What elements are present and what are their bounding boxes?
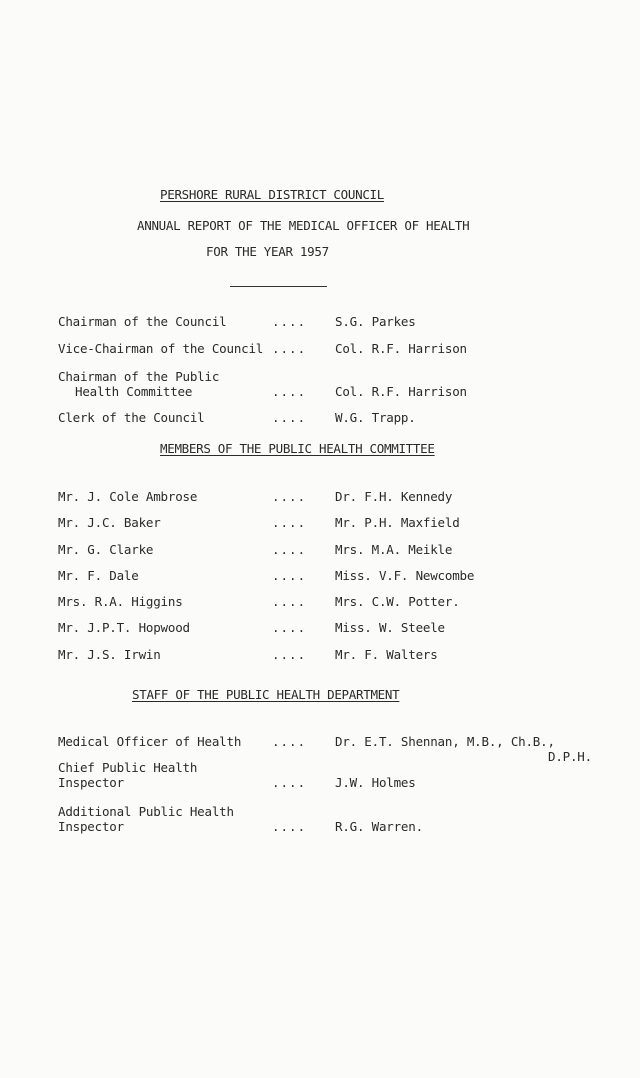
member-right: Mrs. C.W. Potter. (335, 594, 460, 609)
member-left: Mr. J. Cole Ambrose (58, 489, 198, 504)
member-right: Miss. V.F. Newcombe (335, 568, 475, 583)
member-right: Mr. F. Walters (335, 647, 438, 662)
leader-dots: .... (272, 819, 307, 834)
staff-name: Dr. E.T. Shennan, M.B., Ch.B., (335, 734, 555, 749)
officer-role: Clerk of the Council (58, 410, 205, 425)
leader-dots: .... (272, 647, 307, 662)
member-left: Mrs. R.A. Higgins (58, 594, 183, 609)
leader-dots: .... (272, 594, 307, 609)
leader-dots: .... (272, 410, 307, 425)
member-right: Mr. P.H. Maxfield (335, 515, 460, 530)
leader-dots: .... (272, 515, 307, 530)
leader-dots: .... (272, 620, 307, 635)
staff-name: R.G. Warren. (335, 819, 423, 834)
officer-role-cont: Health Committee (75, 384, 193, 399)
report-title: ANNUAL REPORT OF THE MEDICAL OFFICER OF HEALTH (137, 218, 470, 233)
staff-role: Medical Officer of Health (58, 734, 242, 749)
member-left: Mr. J.S. Irwin (58, 647, 161, 662)
leader-dots: .... (272, 489, 307, 504)
staff-role: Chief Public Health (58, 760, 198, 775)
staff-name-cont: D.P.H. (548, 749, 592, 764)
leader-dots: .... (272, 341, 307, 356)
officer-name: S.G. Parkes (335, 314, 416, 329)
council-title: PERSHORE RURAL DISTRICT COUNCIL (160, 187, 384, 202)
member-left: Mr. F. Dale (58, 568, 139, 583)
officer-role: Vice-Chairman of the Council (58, 341, 264, 356)
staff-heading: STAFF OF THE PUBLIC HEALTH DEPARTMENT (132, 687, 400, 702)
member-right: Mrs. M.A. Meikle (335, 542, 453, 557)
leader-dots: .... (272, 568, 307, 583)
staff-role-cont: Inspector (58, 775, 124, 790)
member-right: Miss. W. Steele (335, 620, 445, 635)
leader-dots: .... (272, 542, 307, 557)
staff-role-cont: Inspector (58, 819, 124, 834)
member-right: Dr. F.H. Kennedy (335, 489, 453, 504)
report-year: FOR THE YEAR 1957 (206, 244, 329, 259)
officer-role: Chairman of the Council (58, 314, 227, 329)
officer-role: Chairman of the Public (58, 369, 220, 384)
member-left: Mr. J.C. Baker (58, 515, 161, 530)
committee-heading: MEMBERS OF THE PUBLIC HEALTH COMMITTEE (160, 441, 435, 456)
staff-name: J.W. Holmes (335, 775, 416, 790)
leader-dots: .... (272, 384, 307, 399)
leader-dots: .... (272, 314, 307, 329)
leader-dots: .... (272, 734, 307, 749)
officer-name: Col. R.F. Harrison (335, 384, 467, 399)
staff-role: Additional Public Health (58, 804, 234, 819)
officer-name: Col. R.F. Harrison (335, 341, 467, 356)
leader-dots: .... (272, 775, 307, 790)
header-divider (230, 286, 327, 287)
officer-name: W.G. Trapp. (335, 410, 416, 425)
member-left: Mr. G. Clarke (58, 542, 154, 557)
member-left: Mr. J.P.T. Hopwood (58, 620, 190, 635)
